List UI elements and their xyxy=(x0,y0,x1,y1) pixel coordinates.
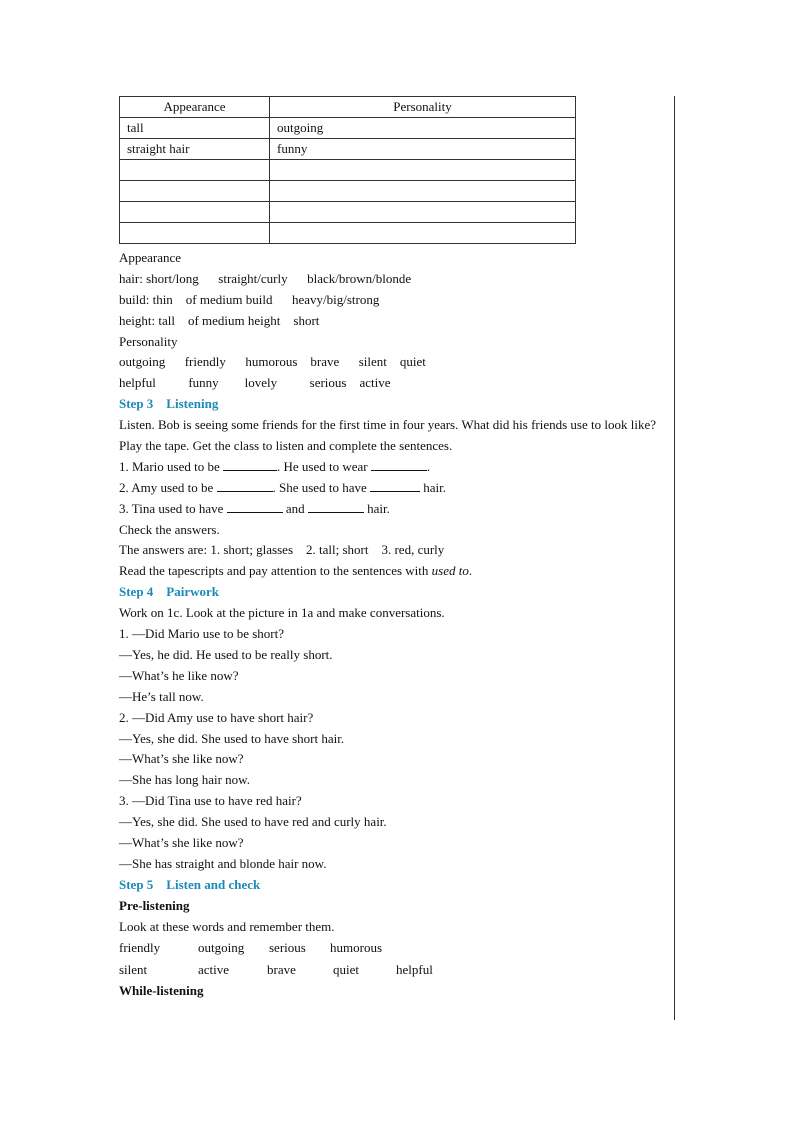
conversation-line: —She has long hair now. xyxy=(119,772,250,788)
step5-title: Step 5 Listen and check xyxy=(119,876,261,892)
conversation-line: 2. —Did Amy use to have short hair? xyxy=(119,709,314,725)
sentence-text: . He used to wear xyxy=(276,458,371,474)
table-row xyxy=(120,223,576,244)
table-cell: funny xyxy=(270,139,576,160)
sentence-text: and xyxy=(282,500,308,516)
word-item: helpful xyxy=(396,962,433,978)
word-item: silent xyxy=(119,962,148,978)
sentence-text: . She used to have xyxy=(272,479,370,495)
table-row xyxy=(120,118,576,139)
conversation-line: —Yes, he did. He used to be really short. xyxy=(119,646,333,662)
step4-title: Step 4 Pairwork xyxy=(119,584,220,600)
table-cell xyxy=(120,223,270,244)
table-row xyxy=(120,160,576,181)
answer-blank xyxy=(227,500,283,513)
sentence-text: 3. Tina used to have xyxy=(119,500,227,516)
conversation-line: 1. —Did Mario use to be short? xyxy=(119,626,285,642)
personality-words-1: outgoing friendly humorous brave silent quiet xyxy=(119,354,426,370)
vocab-hair: hair: short/long straight/curly black/brown/blonde xyxy=(119,270,412,286)
step4-intro: Work on 1c. Look at the picture in 1a and make conversations. xyxy=(119,605,445,621)
answer-blank xyxy=(371,458,427,471)
answer-blank xyxy=(223,458,277,471)
vocab-height: height: tall of medium height short xyxy=(119,312,320,328)
table-header-row xyxy=(120,97,576,118)
check-answers: Check the answers. xyxy=(119,521,220,537)
read-tapescripts xyxy=(119,561,667,582)
conversation-line: 3. —Did Tina use to have red hair? xyxy=(119,793,302,809)
step3-instruction: Play the tape. Get the class to listen and complete the sentences. xyxy=(119,438,453,454)
word-item: friendly xyxy=(119,940,161,956)
table-row xyxy=(120,202,576,223)
conversation-line: —Yes, she did. She used to have red and curly hair. xyxy=(119,814,387,830)
step3-intro: Listen. Bob is seeing some friends for the first time in four years. What did his friends use to look like? xyxy=(119,417,656,433)
appearance-heading: Appearance xyxy=(119,250,182,265)
while-listening-heading: While-listening xyxy=(119,983,204,999)
word-item: serious xyxy=(269,940,306,956)
answer-blank xyxy=(217,479,273,492)
sentence-text: 2. Amy used to be xyxy=(119,479,217,495)
conversation-line: —Yes, she did. She used to have short hair. xyxy=(119,730,345,746)
table-row xyxy=(120,181,576,202)
pre-listening-heading: Pre-listening xyxy=(119,897,190,913)
table-cell xyxy=(270,160,576,181)
sentence-text: hair. xyxy=(363,500,390,516)
word-list-row-1 xyxy=(119,937,667,959)
table-cell: outgoing xyxy=(270,118,576,139)
table-cell xyxy=(120,160,270,181)
personality-heading: Personality xyxy=(119,333,178,349)
appearance-personality-table xyxy=(119,96,576,244)
table-cell xyxy=(120,202,270,223)
sentence-2 xyxy=(119,478,667,499)
table-cell: tall xyxy=(120,118,270,139)
table-cell xyxy=(270,202,576,223)
conversation-line: —What’s she like now? xyxy=(119,751,244,767)
sentence-3 xyxy=(119,499,667,520)
answers-line: The answers are: 1. short; glasses 2. tall; short 3. red, curly xyxy=(119,542,445,558)
table-header-appearance: Appearance xyxy=(120,97,270,118)
table-cell xyxy=(120,181,270,202)
table-header-personality: Personality xyxy=(270,97,576,118)
word-item: active xyxy=(198,962,230,978)
conversation-line: —What’s he like now? xyxy=(119,667,239,683)
read-text-end: . xyxy=(468,563,473,579)
table-cell xyxy=(270,223,576,244)
conversation-line: —What’s she like now? xyxy=(119,834,244,850)
read-text: Read the tapescripts and pay attention to the sentences with xyxy=(119,563,432,579)
word-item: quiet xyxy=(333,962,359,978)
sentence-text: hair. xyxy=(419,479,446,495)
word-item: brave xyxy=(267,962,296,978)
word-list-row-2 xyxy=(119,959,667,981)
lesson-content xyxy=(119,248,667,1002)
vocab-build: build: thin of medium build heavy/big/strong xyxy=(119,291,380,307)
personality-words-2: helpful funny lovely serious active xyxy=(119,375,391,391)
word-item: humorous xyxy=(330,940,382,956)
sentence-text: . xyxy=(426,458,431,474)
table-cell: straight hair xyxy=(120,139,270,160)
sentence-1 xyxy=(119,457,667,478)
conversation-line: —She has straight and blonde hair now. xyxy=(119,855,327,871)
pre-listening-instruction: Look at these words and remember them. xyxy=(119,918,335,934)
answer-blank xyxy=(370,479,420,492)
conversation-line: —He’s tall now. xyxy=(119,688,204,704)
sentence-text: 1. Mario used to be xyxy=(119,458,223,474)
answer-blank xyxy=(308,500,364,513)
used-to-emphasis: used to xyxy=(431,563,469,579)
page-margin-rule xyxy=(674,96,675,1020)
table-row xyxy=(120,139,576,160)
table-cell xyxy=(270,181,576,202)
word-item: outgoing xyxy=(198,940,245,956)
step3-title: Step 3 Listening xyxy=(119,396,219,412)
